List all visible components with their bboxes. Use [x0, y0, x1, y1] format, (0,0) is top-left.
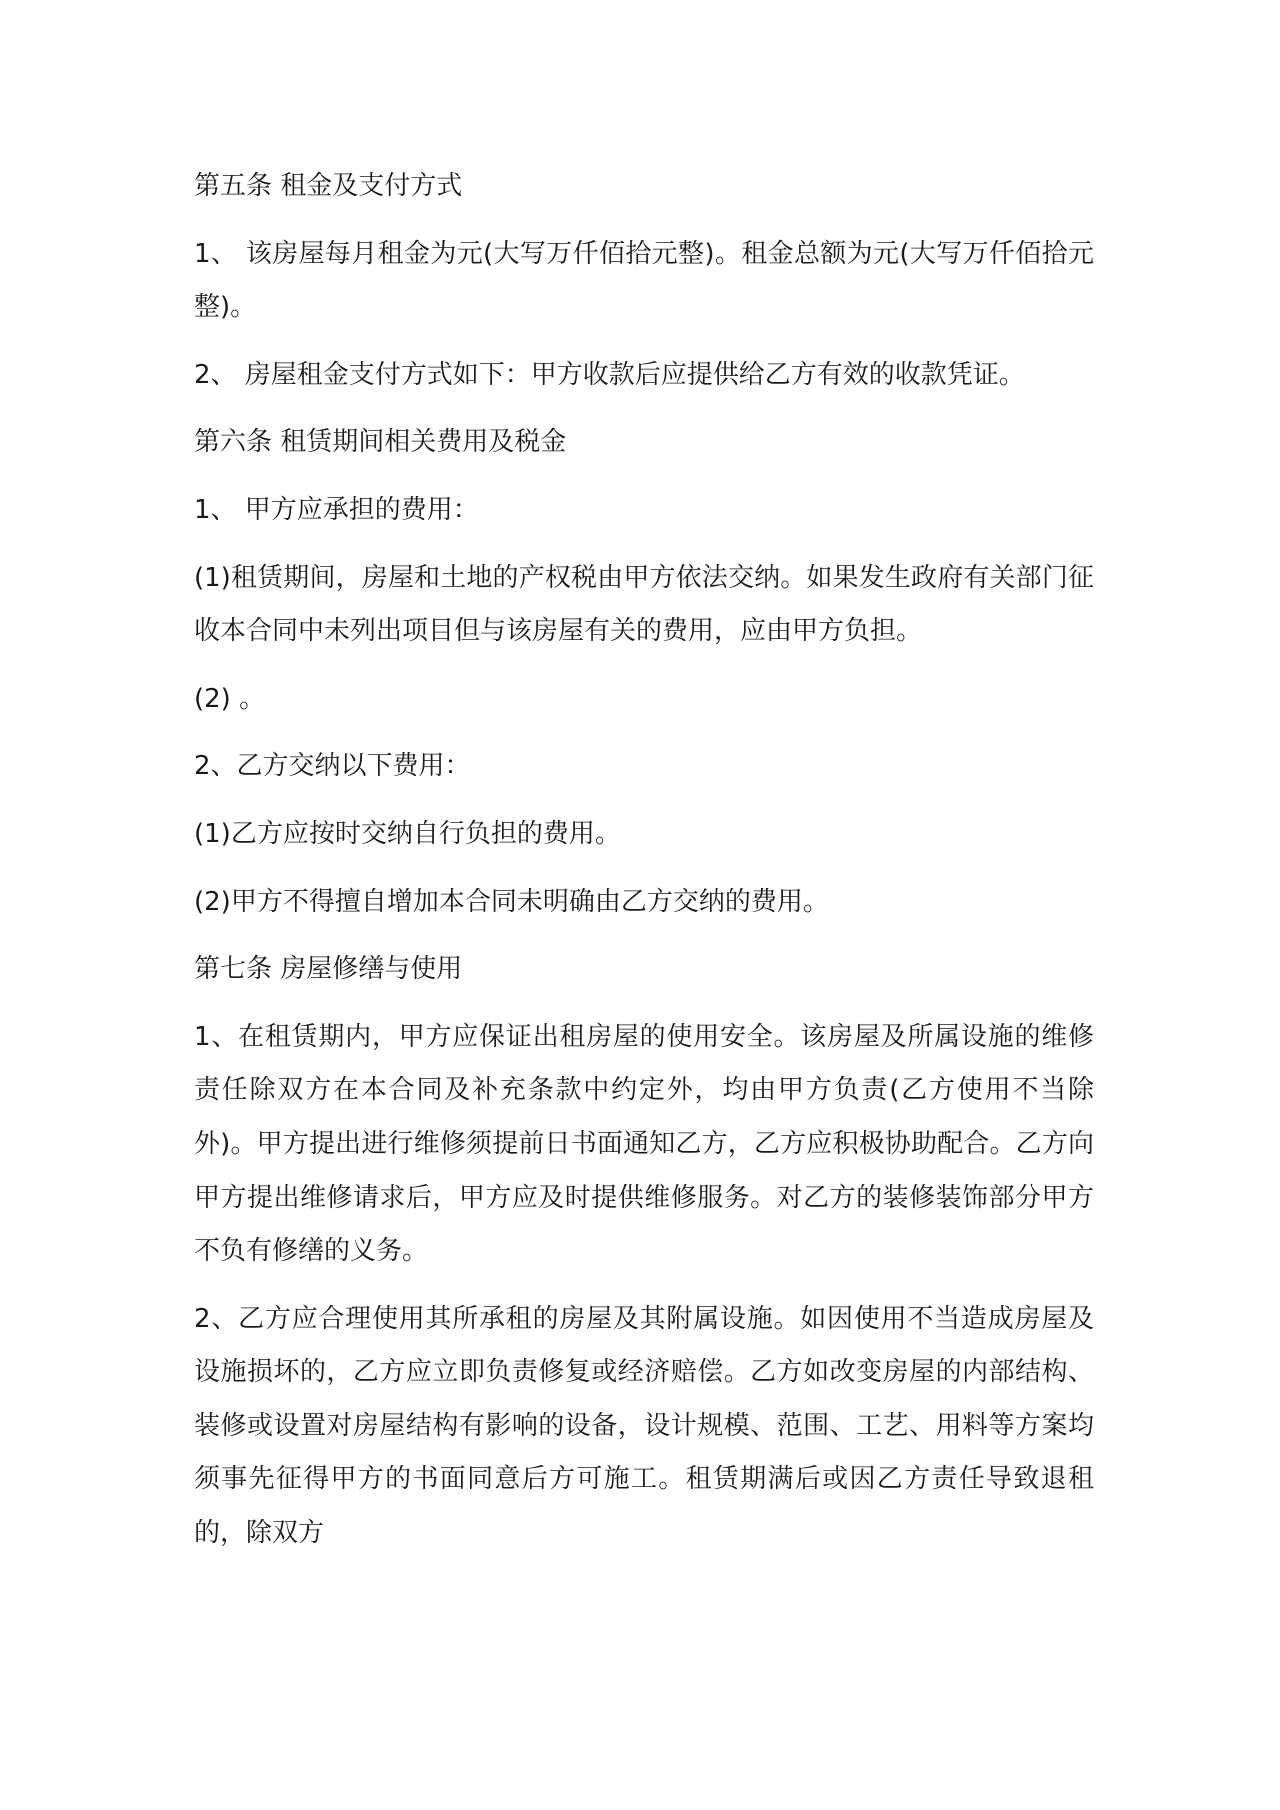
article-6-clause-1: 1、 甲方应承担的费用：: [194, 494, 479, 525]
article-7-clause-2: 2、乙方应合理使用其所承租的房屋及其附属设施。如因使用不当造成房屋及设施损坏的，乙方应立即负责修复或经济赔偿。乙方如改变房屋的内部结构、装修或设置对房屋结构有影响的设备，设计规模、范围、工艺、用料等方案均须事先征得甲方的书面同意后方可施工。租赁期满后或因乙方责任导致退租的，除双方: [194, 1303, 1094, 1549]
article-6-clause-1-item-2: (2) 。: [194, 683, 266, 714]
article-5-clause-2: 2、 房屋租金支付方式如下：甲方收款后应提供给乙方有效的收款凭证。: [194, 359, 1025, 390]
article-6-clause-2-item-2: (2)甲方不得擅自增加本合同未明确由乙方交纳的费用。: [194, 886, 829, 917]
document-body: [194, 160, 1094, 1575]
article-6-clause-2: 2、乙方交纳以下费用：: [194, 751, 471, 782]
article-6-clause-1-item-1: (1)租赁期间，房屋和土地的产权税由甲方依法交纳。如果发生政府有关部门征收本合同中未列出项目但与该房屋有关的费用，应由甲方负担。: [194, 562, 1094, 647]
article-5-clause-1: 1、 该房屋每月租金为元(大写万仟佰拾元整)。租金总额为元(大写万仟佰拾元整)。: [194, 238, 1094, 323]
article-6-clause-2-item-1: (1)乙方应按时交纳自行负担的费用。: [194, 818, 621, 849]
article-7-clause-1: 1、在租赁期内，甲方应保证出租房屋的使用安全。该房屋及所属设施的维修责任除双方在本合同及补充条款中约定外，均由甲方负责(乙方使用不当除外)。甲方提出进行维修须提前日书面通知乙方，乙方应积极协助配合。乙方向甲方提出维修请求后，甲方应及时提供维修服务。对乙方的装修装饰部分甲方不负有修缮的义务。: [194, 1021, 1094, 1267]
article-6-heading: 第六条 租赁期间相关费用及税金: [194, 427, 567, 458]
article-7-heading: 第七条 房屋修缮与使用: [194, 954, 463, 985]
article-5-heading: 第五条 租金及支付方式: [194, 171, 463, 201]
